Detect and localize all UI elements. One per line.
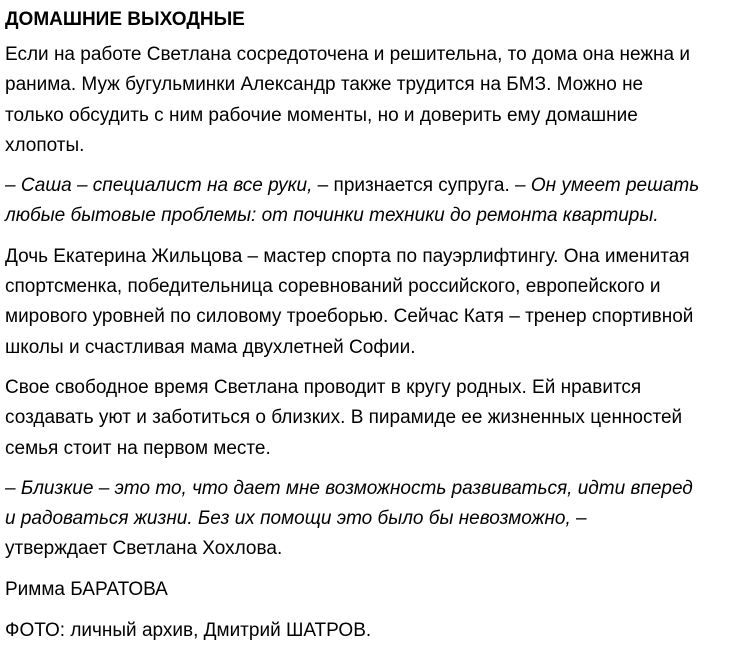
- quote-text: – Близкие – это то, что дает мне возможность развиваться, идти вперед: [5, 477, 693, 499]
- text-line: ранима. Муж бугульминки Александр также трудится на БМЗ. Можно не: [5, 74, 644, 96]
- paragraph-free-time: [5, 373, 753, 464]
- text-line: хлопоты.: [5, 134, 85, 156]
- author-byline: [5, 575, 753, 605]
- quote-text: – Саша – специалист на все руки,: [5, 175, 313, 197]
- text-line: семья стоит на первом месте.: [5, 437, 271, 459]
- photo-credit: [5, 616, 753, 646]
- paragraph-husband: [5, 40, 753, 161]
- text-line: мирового уровней по силовому троеборью. Сейчас Катя – тренер спортивной: [5, 306, 694, 328]
- paragraph-quote-husband: [5, 171, 753, 232]
- text-line: школы и счастливая мама двухлетней Софии.: [5, 336, 416, 358]
- text-line: спортсменка, победительница соревнований российского, европейского и: [5, 276, 661, 298]
- article: [5, 6, 753, 657]
- author-name: Римма БАРАТОВА: [5, 578, 168, 600]
- paragraph-daughter: [5, 242, 753, 363]
- quote-text: – Он умеет решать: [515, 175, 700, 197]
- attribution-text: утверждает Светлана Хохлова.: [5, 538, 283, 560]
- article-heading: ДОМАШНИЕ ВЫХОДНЫЕ: [5, 9, 245, 30]
- photo-credit-text: ФОТО: личный архив, Дмитрий ШАТРОВ.: [5, 620, 372, 642]
- attribution-text: – признается супруга.: [312, 175, 516, 197]
- quote-text: любые бытовые проблемы: от починки техники до ремонта квартиры.: [5, 205, 659, 227]
- text-line: Дочь Екатерина Жильцова – мастер спорта по пауэрлифтингу. Она именитая: [5, 245, 690, 267]
- quote-text: и радоваться жизни. Без их помощи это было бы невозможно,: [5, 508, 571, 530]
- text-line: Свое свободное время Светлана проводит в кругу родных. Ей нравится: [5, 376, 642, 398]
- text-line: [5, 504, 753, 534]
- text-line: Если на работе Светлана сосредоточена и решительна, то дома она нежна и: [5, 44, 690, 65]
- text-line: создавать уют и заботиться о близких. В пирамиде ее жизненных ценностей: [5, 407, 683, 429]
- text-line: [5, 171, 753, 201]
- text-line: только обсудить с ним рабочие моменты, но и доверить ему домашние: [5, 104, 638, 126]
- paragraph-quote-family: [5, 474, 753, 565]
- attribution-text: –: [570, 508, 587, 530]
